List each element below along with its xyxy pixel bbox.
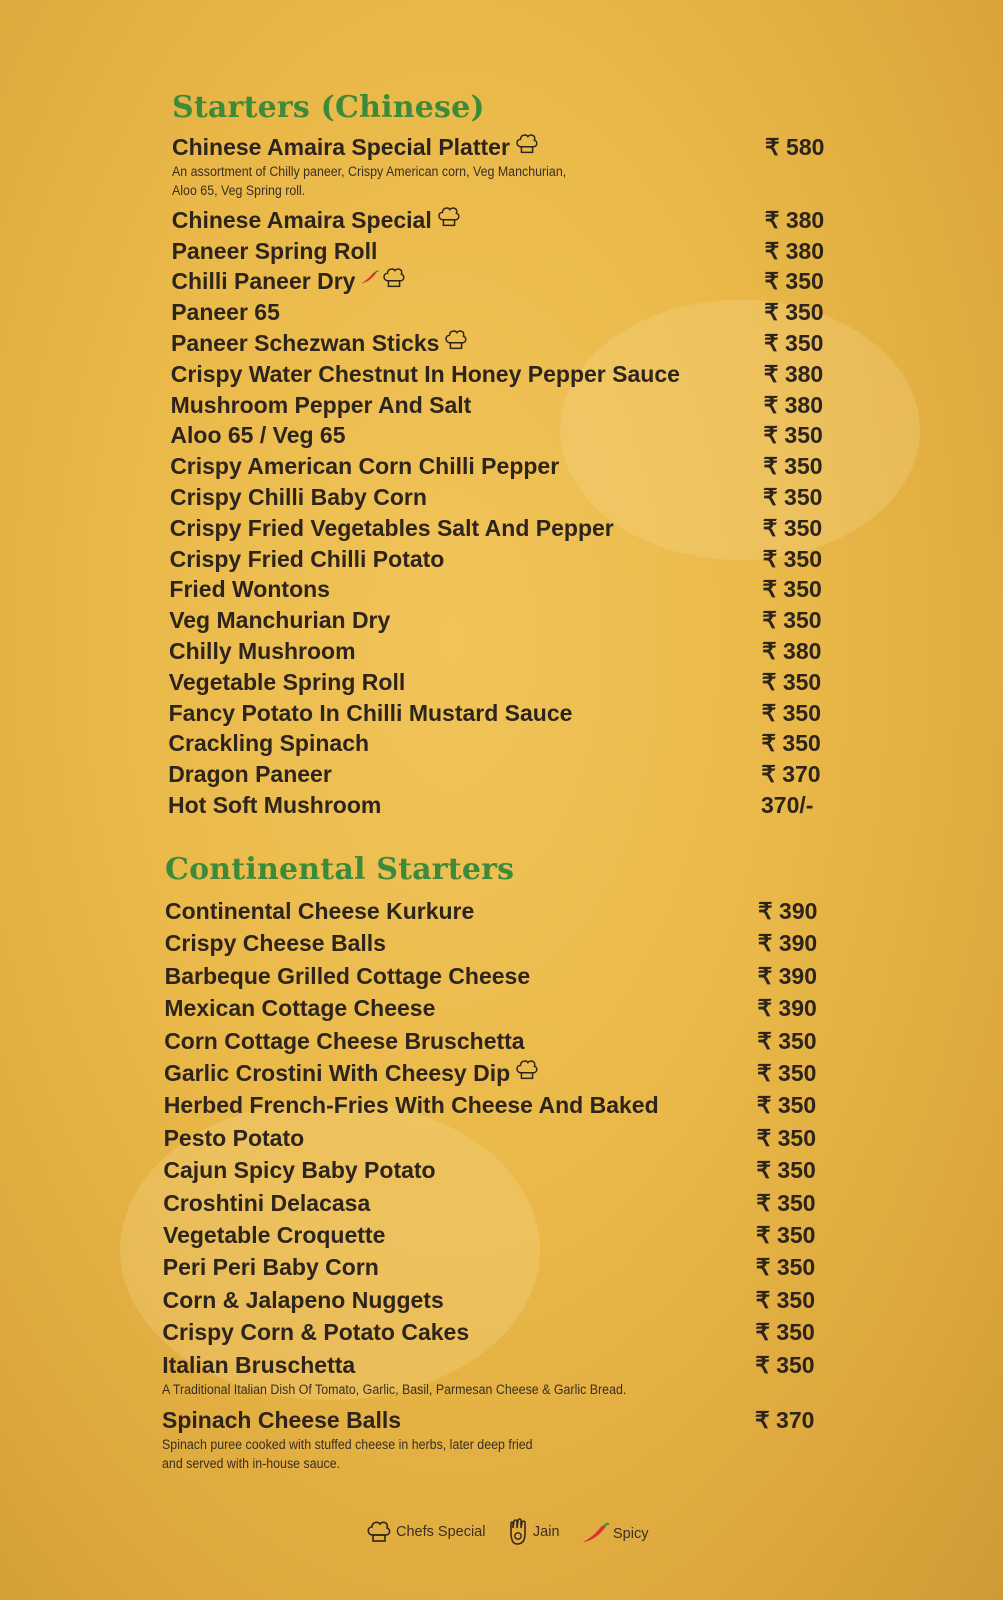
legend-chef-label: Chefs Special: [396, 1524, 486, 1540]
item-name: Chinese Amaira Special Platter: [172, 134, 510, 160]
item-name: Chilly Mushroom: [169, 638, 356, 664]
item-name: Dragon Paneer: [168, 761, 332, 788]
item-name: Corn & Jalapeno Nuggets: [162, 1286, 444, 1313]
item-price: ₹ 370: [755, 1407, 815, 1433]
item-name: Crispy Chilli Baby Corn: [170, 484, 427, 510]
item-name: Mexican Cottage Cheese: [164, 995, 436, 1022]
item-description: A Traditional Italian Dish Of Tomato, Garlic, Basil, Parmesan Cheese & Garlic Bread.: [162, 1381, 627, 1397]
item-name: Mushroom Pepper And Salt: [170, 391, 472, 418]
item-price: ₹ 390: [757, 995, 817, 1022]
chef-hat-icon: [514, 131, 540, 162]
item-name: Crackling Spinach: [168, 730, 370, 757]
item-name: Spinach Cheese Balls: [162, 1407, 402, 1433]
item-price: ₹ 380: [764, 237, 824, 264]
item-price: 370/-: [761, 792, 814, 818]
chef-hat-icon: [381, 265, 407, 296]
item-name: Corn Cottage Cheese Bruschetta: [164, 1027, 525, 1054]
chili-icon: [580, 1522, 610, 1546]
item-price: ₹ 350: [755, 1286, 815, 1313]
legend: [365, 1518, 664, 1548]
item-name: Herbed French-Fries With Cheese And Baked: [163, 1092, 659, 1119]
item-name: Peri Peri Baby Corn: [162, 1254, 379, 1281]
item-price: ₹ 350: [757, 1060, 817, 1086]
item-price: ₹ 350: [756, 1124, 816, 1151]
item-price: ₹ 580: [765, 134, 825, 160]
chef-hat-icon: [443, 327, 469, 358]
item-name: Paneer Spring Roll: [171, 237, 378, 264]
item-price: ₹ 350: [755, 1254, 816, 1281]
item-price: ₹ 350: [764, 299, 824, 326]
item-name: Chilli Paneer Dry: [171, 268, 356, 295]
item-price: ₹ 350: [763, 453, 823, 480]
item-name: Crispy Fried Vegetables Salt And Pepper: [169, 514, 614, 541]
legend-spicy-label: Spicy: [612, 1526, 649, 1542]
item-price: ₹ 350: [761, 730, 821, 757]
item-price: ₹ 350: [762, 545, 822, 572]
item-price: ₹ 350: [755, 1319, 815, 1346]
item-price: ₹ 350: [756, 1157, 816, 1184]
legend-jain-label: Jain: [532, 1524, 560, 1540]
item-price: ₹ 350: [761, 668, 822, 695]
item-description: Aloo 65, Veg Spring roll.: [172, 183, 306, 198]
item-price: ₹ 390: [757, 962, 817, 989]
item-name: Croshtini Delacasa: [163, 1189, 371, 1216]
item-price: ₹ 390: [757, 930, 818, 957]
item-name: Crispy Fried Chilli Potato: [169, 545, 445, 572]
item-description: Spinach puree cooked with stuffed cheese in herbs, later deep fried: [162, 1437, 533, 1452]
item-name: Crispy American Corn Chilli Pepper: [170, 453, 560, 480]
item-price: ₹ 350: [763, 422, 823, 449]
item-description: An assortment of Chilly paneer, Crispy American corn, Veg Manchurian,: [172, 164, 567, 179]
item-name: Aloo 65 / Veg 65: [170, 422, 346, 449]
paper-stain: [560, 300, 920, 560]
section-title: Starters (Chinese): [172, 90, 485, 125]
item-price: ₹ 350: [762, 576, 822, 603]
item-name: Pesto Potato: [163, 1124, 305, 1151]
legend-jain: [506, 1518, 560, 1546]
item-name: Crispy Water Chestnut In Honey Pepper Sauce: [170, 360, 680, 387]
item-name: Cajun Spicy Baby Potato: [163, 1157, 436, 1184]
item-name: Italian Bruschetta: [162, 1351, 356, 1378]
item-name: Veg Manchurian Dry: [169, 607, 391, 634]
item-price: ₹ 350: [756, 1222, 816, 1248]
item-price: ₹ 350: [763, 484, 823, 510]
chef-hat-icon: [365, 1518, 393, 1546]
item-name: Crispy Corn & Potato Cakes: [162, 1319, 470, 1346]
chef-hat-icon: [436, 204, 462, 235]
item-price: ₹ 380: [764, 206, 825, 233]
chef-hat-icon: [514, 1057, 540, 1088]
item-name: Chinese Amaira Special: [171, 206, 432, 233]
item-name: Vegetable Spring Roll: [168, 668, 406, 695]
legend-chef-special: [365, 1518, 485, 1546]
legend-spicy: [580, 1522, 648, 1546]
item-name: Hot Soft Mushroom: [168, 792, 382, 818]
item-price: ₹ 350: [756, 1092, 817, 1119]
item-name: Vegetable Croquette: [163, 1222, 386, 1248]
item-price: ₹ 380: [762, 638, 822, 664]
item-price: ₹ 350: [764, 268, 824, 295]
item-price: ₹ 350: [762, 607, 822, 634]
item-price: ₹ 350: [756, 1189, 816, 1216]
item-name: Crispy Cheese Balls: [164, 930, 386, 957]
section-title: Continental Starters: [165, 852, 515, 887]
item-price: ₹ 390: [758, 898, 818, 924]
item-price: ₹ 380: [763, 391, 823, 418]
item-name: Garlic Crostini With Cheesy Dip: [164, 1060, 511, 1086]
item-price: ₹ 350: [761, 699, 821, 726]
item-price: ₹ 350: [755, 1351, 815, 1378]
item-price: ₹ 380: [763, 360, 824, 387]
item-price: ₹ 350: [764, 330, 824, 356]
item-name: Fried Wontons: [169, 576, 330, 603]
item-name: Paneer 65: [171, 299, 280, 326]
item-name: Barbeque Grilled Cottage Cheese: [164, 962, 531, 989]
item-name: Paneer Schezwan Sticks: [171, 330, 440, 356]
item-name: Continental Cheese Kurkure: [165, 898, 475, 924]
item-description: and served with in-house sauce.: [162, 1456, 341, 1471]
item-price: ₹ 350: [757, 1027, 817, 1054]
item-price: ₹ 370: [761, 761, 821, 788]
jain-hand-icon: [506, 1518, 530, 1546]
chili-icon: [359, 269, 379, 292]
item-price: ₹ 350: [762, 514, 823, 541]
item-name: Fancy Potato In Chilli Mustard Sauce: [168, 699, 573, 726]
